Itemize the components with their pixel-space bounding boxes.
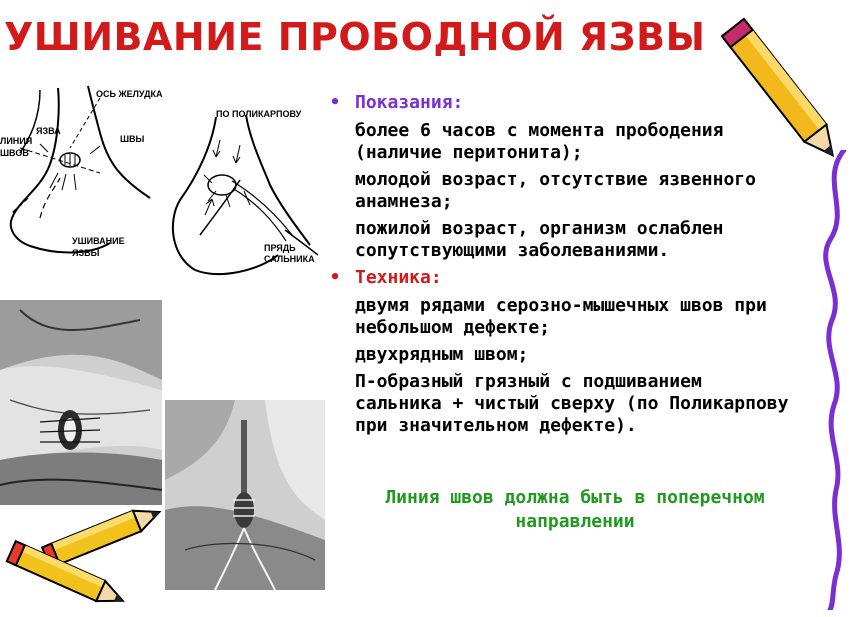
- indications-heading: Показания:: [355, 92, 464, 113]
- content-column: [325, 92, 795, 442]
- indication-item: пожилой возраст, организм ослаблен сопутствующими заболеваниями.: [355, 218, 724, 261]
- label-omentum-strand-1: ПРЯДЬ: [264, 243, 296, 253]
- label-sutures: ШВЫ: [120, 134, 145, 144]
- slide-title: УШИВАНИЕ ПРОБОДНОЙ ЯЗВЫ: [4, 15, 706, 59]
- label-polikarpov-method: ПО ПОЛИКАРПОВУ: [216, 109, 302, 119]
- technique-item: двумя рядами серозно-мышечных швов при небольшом дефекте;: [355, 295, 767, 338]
- label-suture-line-1: ЛИНИЯ: [0, 136, 33, 146]
- suture-direction-note: Линия швов должна быть в поперечном направлении: [385, 487, 765, 532]
- label-omentum-strand-2: САЛЬНИКА: [264, 254, 315, 264]
- label-ulcer: ЯЗВА: [36, 126, 61, 136]
- label-stomach-axis: ОСЬ ЖЕЛУДКА: [96, 89, 163, 99]
- caption-ulcer-suturing-1: УШИВАНИЕ: [72, 236, 125, 246]
- surgical-illustration-2: [165, 400, 325, 590]
- technique-heading-row: [325, 267, 795, 289]
- technique-heading: Техника:: [355, 267, 442, 288]
- indications-heading-row: [325, 92, 795, 114]
- surgical-illustration-1: [0, 300, 162, 505]
- diagram-ulcer-suturing: [0, 78, 170, 268]
- indication-item: молодой возраст, отсутствие язвенного анамнеза;: [355, 169, 756, 212]
- bullet-icon: •: [329, 92, 341, 113]
- technique-item: двухрядным швом;: [355, 344, 529, 365]
- technique-item: П-образный грязный с подшиванием сальника + чистый сверху (по Поликарпову при значительном дефекте).: [355, 371, 789, 436]
- bullet-icon: •: [329, 267, 341, 288]
- squiggle-decoration: [800, 150, 856, 610]
- pencil-icon: [0, 535, 135, 617]
- indication-item: более 6 часов с момента прободения (наличие перитонита);: [355, 120, 724, 163]
- label-suture-line-2: ШВОВ: [0, 148, 29, 158]
- diagram-polikarpov: [160, 95, 325, 285]
- caption-ulcer-suturing-2: ЯЗВЫ: [72, 248, 100, 258]
